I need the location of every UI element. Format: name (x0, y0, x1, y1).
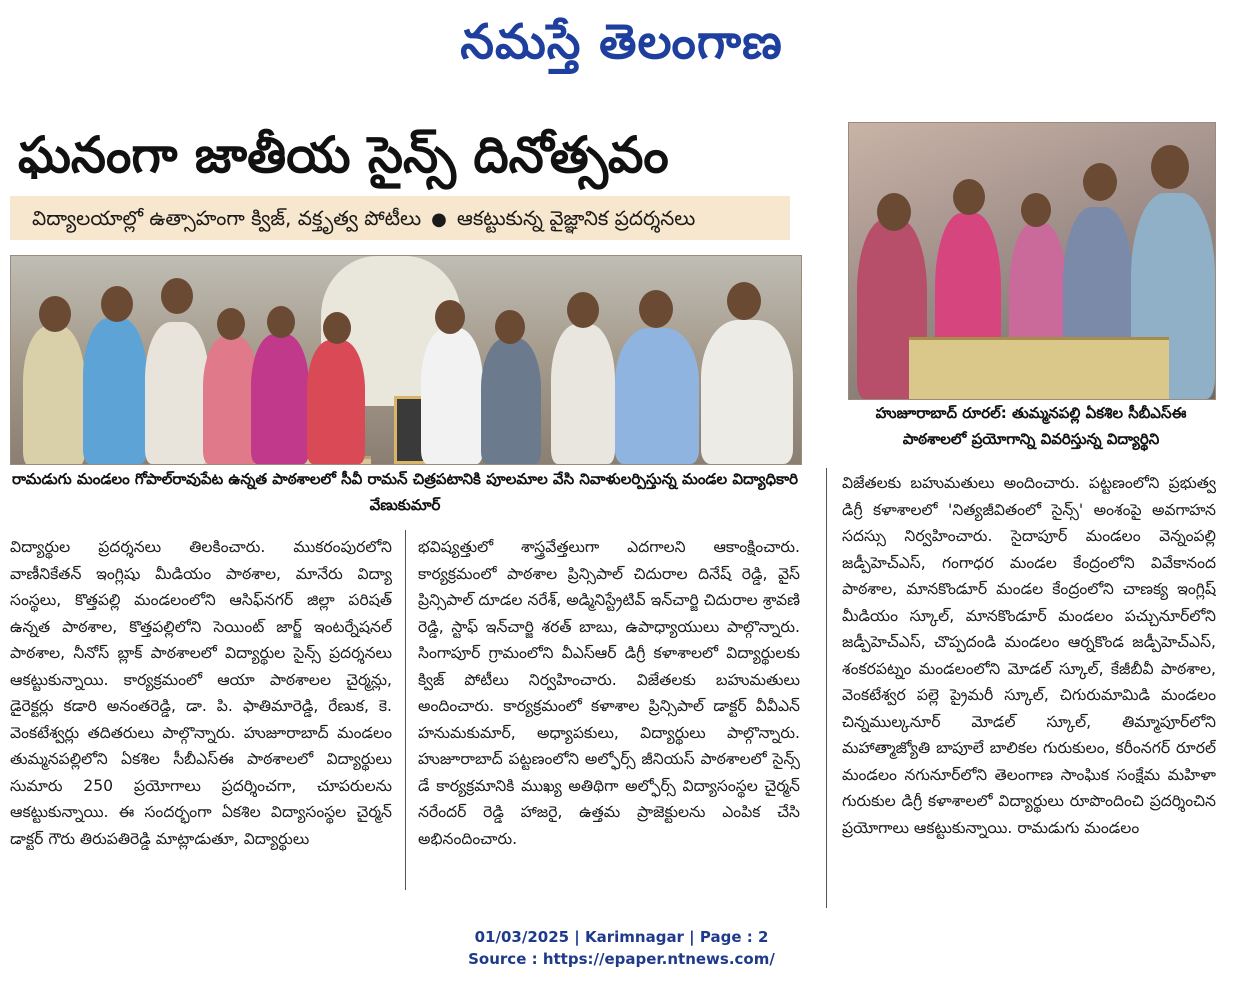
article-headline: ఘనంగా జాతీయ సైన్స్ దినోత్సవం (18, 126, 669, 184)
photo-person-head (267, 306, 295, 338)
photo-person (481, 338, 541, 464)
subhead-part-2: ఆకట్టుకున్న వైజ్ఞానిక ప్రదర్శనలు (456, 206, 696, 230)
group-photo (10, 255, 802, 465)
photo-person (307, 340, 365, 464)
photo-person-head (877, 193, 911, 231)
photo-person-head (1083, 163, 1117, 201)
article-column-3: విజేతలకు బహుమతులు అందించారు. పట్టణంలోని ప్రభుత్వ డిగ్రీ కళాశాలలో 'నిత్యజీవితంలో సైన్స్' అంశంపై అవగాహన సదస్సు నిర్వహించారు. సైదాపూర్ మండలం వెన్నంపల్లి జడ్పీహెచ్ఎస్, గంగాధర మండల కేంద్రంలోని వివేకానంద పాఠశాల, మానకొండూర్ మండల కేంద్రంలోని చాణక్య ఇంగ్లిష్ మీడియం స్కూల్, మానకొండూర్ మండలం పచ్చునూర్‌లోని జడ్పీహెచ్ఎస్, చొప్పదండి మండలం ఆర్నకొండ జడ్పీహెచ్ఎస్, శంకరపట్నం మండలంలోని మోడల్ స్కూల్, కేజీబీవీ పాఠశాల, వెంకటేశ్వర పల్లె ప్రైమరీ స్కూల్, చిగురుమామిడి మండలం చిన్నముల్కనూర్ మోడల్ స్కూల్, తిమ్మాపూర్‌లోని మహాత్మాజ్యోతి బాపూలే బాలికల గురుకులం, కరీంనగర్ రూరల్ మండలం నగునూర్‌లోని తెలంగాణ సాంఘిక సంక్షేమ మహిళా గురుకుల డిగ్రీ కళాశాలలో విద్యార్థులు రూపొందించి ప్రదర్శించిన ప్రయోగాలు ఆకట్టుకున్నాయి. రామడుగు మండలం (842, 474, 1216, 837)
photo-person-head (101, 286, 133, 322)
photo-person (701, 320, 793, 464)
photo-person (421, 328, 483, 464)
column-divider (826, 468, 827, 908)
lab-table (909, 337, 1169, 400)
photo-person (251, 334, 309, 464)
photo-person-head (161, 278, 193, 314)
photo-person-head (217, 308, 245, 340)
article-column-2: భవిష్యత్తులో శాస్త్రవేత్తలుగా ఎదగాలని ఆకాంక్షించారు. కార్యక్రమంలో పాఠశాల ప్రిన్సిపాల్ చిదురాల దినేష్ రెడ్డి, వైస్ ప్రిన్సిపాల్ దూడల నరేశ్, అడ్మినిస్ట్రేటివ్ ఇన్‌చార్జి చిదురాల శ్రావణి రెడ్డి, స్టాఫ్ ఇన్‌చార్జి శరత్ బాబు, ఉపాధ్యాయులు పాల్గొన్నారు. సింగాపూర్ గ్రామంలోని వీఎస్ఆర్ డిగ్రీ కళాశాలలో విద్యార్థులకు క్విజ్ పోటీలు నిర్వహించారు. విజేతలకు బహుమతులు అందించారు. కార్యక్రమంలో కళాశాల ప్రిన్సిపాల్ డాక్టర్ వీవీఎన్ హనుమకుమార్, అధ్యాపకులు, విద్యార్థులు పాల్గొన్నారు. హుజూరాబాద్ పట్టణంలోని అల్ఫోర్స్ జీనియస్ పాఠశాలలో సైన్స్ డే కార్యక్రమానికి ముఖ్య అతిథిగా అల్ఫోర్స్ విద్యాసంస్థల చైర్మన్ నరేందర్ రెడ్డి హాజరై, ఉత్తమ ప్రాజెక్టులను ఎంపిక చేసి అభినందించారు. (418, 538, 800, 848)
photo-person-head (39, 296, 71, 332)
subhead-part-1: విద్యాలయాల్లో ఉత్సాహంగా క్విజ్, వక్తృత్వ పోటీలు (32, 206, 422, 230)
photo-person-head (323, 312, 351, 344)
subhead-separator: ● (431, 209, 447, 230)
photo-person-head (639, 290, 673, 328)
footer-dateline: 01/03/2025 | Karimnagar | Page : 2 (474, 928, 769, 946)
photo-person (145, 322, 209, 464)
photo-person-head (567, 292, 599, 328)
photo-caption-left: రామడుగు మండలం గోపాల్‌రావుపేట ఉన్నత పాఠశాలలో సీవీ రామన్ చిత్రపటానికి పూలమాల వేసి నివాళులర్పిస్తున్న మండల విద్యాధికారి వేణుకుమార్ (11, 470, 799, 514)
photo-person-head (727, 282, 761, 320)
column-divider (405, 530, 406, 890)
photo-person (551, 324, 615, 464)
photo-person-head (1151, 145, 1189, 189)
photo-person (23, 326, 85, 465)
photo-person (615, 328, 699, 464)
photo-person-head (495, 310, 525, 344)
masthead-logo: నమస్తే తెలంగాణ (460, 14, 783, 70)
photo-person-head (953, 179, 985, 215)
photo-person-head (1021, 193, 1051, 227)
photo-person-head (435, 300, 465, 334)
lab-photo (848, 122, 1216, 400)
photo-person (83, 318, 147, 464)
article-column-1: విద్యార్థుల ప్రదర్శనలు తిలకించారు. ముకరంపురలోని వాణీనికేతన్ ఇంగ్లిషు మీడియం పాఠశాల, మానేరు విద్యా సంస్థలు, కొత్తపల్లి మండలంలోని ఆసిఫ్‌నగర్ జిల్లా పరిషత్ ఉన్నత పాఠశాల, కొత్తపల్లిలోని సెయింట్ జార్జ్ ఇంటర్నేషనల్ పాఠశాల, నీనోస్ బ్లాక్ పాఠశాలలో విద్యార్థుల సైన్స్ ప్రదర్శనలు ఆకట్టుకున్నాయి. కార్యక్రమంలో ఆయా పాఠశాలల చైర్మన్లు, డైరెక్టర్లు కడారి అనంతరెడ్డి, డా. పి. ఫాతిమారెడ్డి, రేణుక, కె. వెంకటేశ్వర్లు తదితరులు పాల్గొన్నారు. హుజూరాబాద్ మండలం తుమ్మనపల్లిలోని ఏకశిల సీబీఎస్ఈ పాఠశాలలో విద్యార్థులు సుమారు 250 ప్రయోగాలు ప్రదర్శించగా, చూపరులను ఆకట్టుకున్నాయి. ఈ సందర్భంగా ఏకశిల విద్యాసంస్థల చైర్మన్ డాక్టర్ గౌరు తిరుపతిరెడ్డి మాట్లాడుతూ, విద్యార్థులు (10, 538, 392, 848)
photo-caption-right: హుజూరాబాద్ రూరల్: తుమ్మనపల్లి ఏకశిల సీబీఎస్ఈ పాఠశాలలో ప్రయోగాన్ని వివరిస్తున్న విద్యార్థిని (875, 404, 1187, 448)
footer-source-link[interactable]: Source : https://epaper.ntnews.com/ (468, 950, 775, 968)
article-subhead (10, 196, 790, 240)
